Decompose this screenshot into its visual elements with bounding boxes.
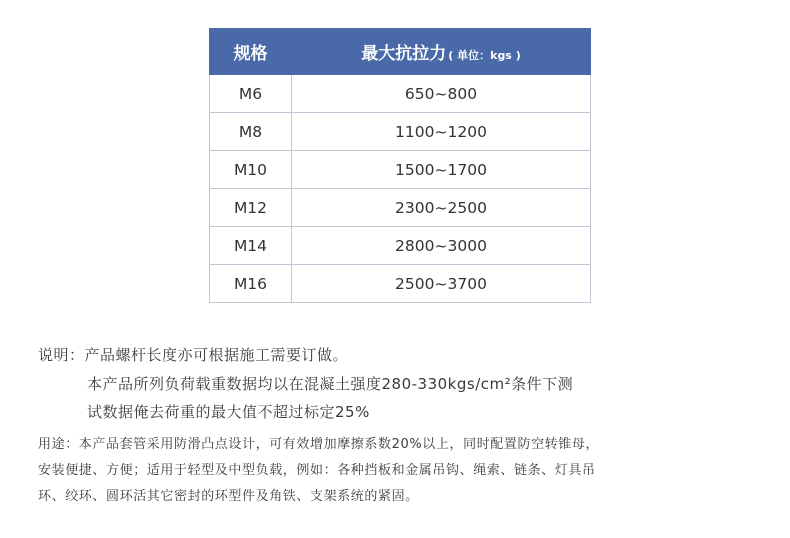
usage-line-3: 环、绞环、圆环活其它密封的环型件及角铁、支架系统的紧固。 xyxy=(38,489,419,504)
header-load xyxy=(292,29,591,75)
load-cell: 2500~3700 xyxy=(292,265,591,303)
spec-cell: M8 xyxy=(210,113,292,151)
load-cell: 1100~1200 xyxy=(292,113,591,151)
note-line-1: 说明：产品螺杆长度亦可根据施工需要订做。 xyxy=(38,346,349,364)
load-cell: 2300~2500 xyxy=(292,189,591,227)
table-row xyxy=(210,189,591,227)
spec-cell: M16 xyxy=(210,265,292,303)
load-cell: 650~800 xyxy=(292,75,591,113)
note-line-3: 试数据俺去荷重的最大值不超过标定25% xyxy=(87,403,370,421)
spec-cell: M6 xyxy=(210,75,292,113)
load-cell: 1500~1700 xyxy=(292,151,591,189)
table-row xyxy=(210,227,591,265)
note-line-2: 本产品所列负荷载重数据均以在混凝土强度280-330kgs/cm²条件下测 xyxy=(87,375,574,393)
usage-paragraph xyxy=(38,432,758,510)
table-row xyxy=(210,113,591,151)
spec-cell: M14 xyxy=(210,227,292,265)
table-header-row xyxy=(210,29,591,75)
load-cell: 2800~3000 xyxy=(292,227,591,265)
header-spec: 规格 xyxy=(210,29,292,75)
spec-cell: M12 xyxy=(210,189,292,227)
usage-line-2: 安装便捷、方便；适用于轻型及中型负载，例如：各种挡板和金属吊钩、绳索、链条、灯具吊 xyxy=(38,463,596,478)
header-load-label: 最大抗拉力 xyxy=(361,44,447,64)
table-row xyxy=(210,151,591,189)
usage-line-1: 用途：本产品套管采用防滑凸点设计，可有效增加摩擦系数20%以上，同时配置防空转锥母， xyxy=(38,437,600,452)
spec-cell: M10 xyxy=(210,151,292,189)
spec-table xyxy=(209,28,591,303)
table-row xyxy=(210,75,591,113)
table-row xyxy=(210,265,591,303)
header-unit: ( 单位：kgs ) xyxy=(448,49,521,62)
